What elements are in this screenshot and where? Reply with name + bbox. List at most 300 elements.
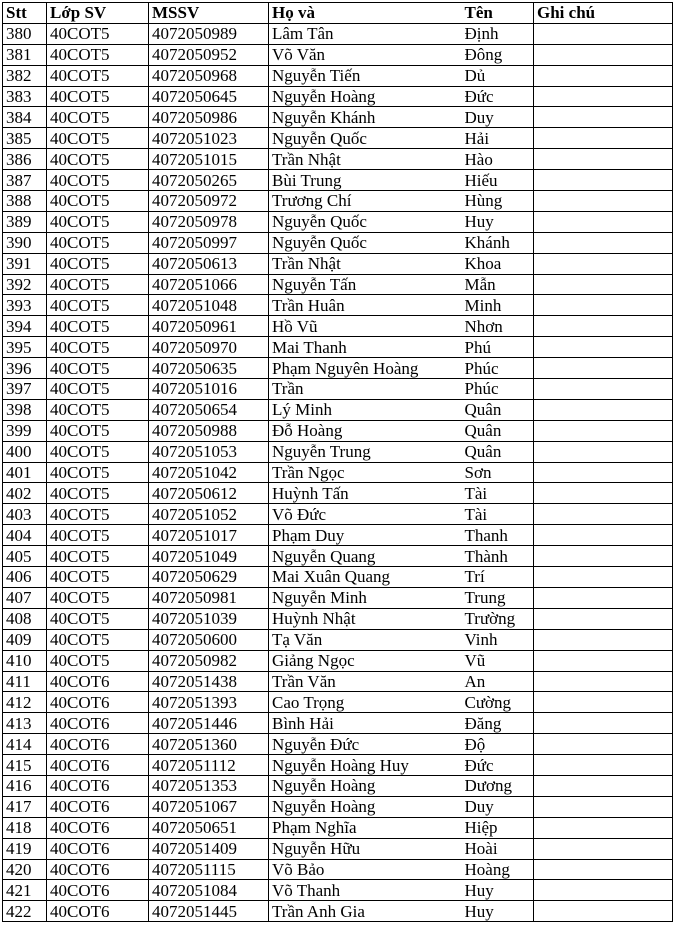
- cell-class: 40COT6: [47, 838, 149, 859]
- cell-stt: 418: [3, 817, 47, 838]
- table-row: [3, 107, 673, 128]
- cell-family-name: Nguyễn Hữu: [269, 838, 462, 859]
- cell-class: 40COT5: [47, 128, 149, 149]
- cell-class: 40COT5: [47, 170, 149, 191]
- cell-stt: 402: [3, 483, 47, 504]
- cell-family-name: Nguyễn Trung: [269, 441, 462, 462]
- cell-student-id: 4072051017: [149, 525, 269, 546]
- header-class: Lớp SV: [47, 3, 149, 24]
- cell-given-name: Phú: [462, 337, 534, 358]
- table-header: [3, 3, 673, 24]
- table-row: [3, 546, 673, 567]
- cell-given-name: Huy: [462, 880, 534, 901]
- cell-stt: 390: [3, 232, 47, 253]
- cell-family-name: Trần Nhật: [269, 149, 462, 170]
- cell-stt: 382: [3, 65, 47, 86]
- cell-class: 40COT5: [47, 441, 149, 462]
- cell-given-name: Phúc: [462, 358, 534, 379]
- cell-stt: 380: [3, 23, 47, 44]
- cell-stt: 386: [3, 149, 47, 170]
- cell-given-name: Vũ: [462, 650, 534, 671]
- cell-class: 40COT6: [47, 755, 149, 776]
- cell-class: 40COT5: [47, 191, 149, 212]
- header-stt: Stt: [3, 3, 47, 24]
- table-row: [3, 504, 673, 525]
- table-row: [3, 901, 673, 922]
- cell-given-name: Hiệp: [462, 817, 534, 838]
- cell-student-id: 4072051067: [149, 796, 269, 817]
- cell-student-id: 4072051066: [149, 274, 269, 295]
- table-row: [3, 567, 673, 588]
- cell-student-id: 4072051438: [149, 671, 269, 692]
- cell-stt: 385: [3, 128, 47, 149]
- header-notes: Ghi chú: [534, 3, 673, 24]
- cell-class: 40COT6: [47, 859, 149, 880]
- cell-family-name: Nguyễn Hoàng: [269, 775, 462, 796]
- cell-given-name: Nhơn: [462, 316, 534, 337]
- cell-class: 40COT5: [47, 483, 149, 504]
- cell-stt: 395: [3, 337, 47, 358]
- table-row: [3, 44, 673, 65]
- cell-class: 40COT5: [47, 420, 149, 441]
- cell-given-name: Định: [462, 23, 534, 44]
- cell-class: 40COT5: [47, 525, 149, 546]
- cell-notes: [534, 274, 673, 295]
- cell-stt: 414: [3, 734, 47, 755]
- cell-family-name: Nguyễn Quang: [269, 546, 462, 567]
- cell-given-name: Đông: [462, 44, 534, 65]
- table-row: [3, 399, 673, 420]
- cell-student-id: 4072050961: [149, 316, 269, 337]
- cell-class: 40COT5: [47, 86, 149, 107]
- table-row: [3, 23, 673, 44]
- cell-class: 40COT5: [47, 274, 149, 295]
- cell-student-id: 4072050612: [149, 483, 269, 504]
- cell-given-name: Vinh: [462, 629, 534, 650]
- table-row: [3, 755, 673, 776]
- cell-student-id: 4072051445: [149, 901, 269, 922]
- table-row: [3, 629, 673, 650]
- cell-class: 40COT5: [47, 44, 149, 65]
- cell-notes: [534, 713, 673, 734]
- cell-family-name: Phạm Duy: [269, 525, 462, 546]
- cell-class: 40COT5: [47, 504, 149, 525]
- cell-family-name: Nguyễn Quốc: [269, 232, 462, 253]
- cell-given-name: An: [462, 671, 534, 692]
- cell-stt: 393: [3, 295, 47, 316]
- cell-class: 40COT6: [47, 775, 149, 796]
- cell-student-id: 4072050265: [149, 170, 269, 191]
- cell-student-id: 4072050968: [149, 65, 269, 86]
- cell-stt: 422: [3, 901, 47, 922]
- table-row: [3, 587, 673, 608]
- cell-family-name: Bùi Trung: [269, 170, 462, 191]
- cell-family-name: Võ Thanh: [269, 880, 462, 901]
- cell-notes: [534, 629, 673, 650]
- cell-given-name: Minh: [462, 295, 534, 316]
- cell-notes: [534, 525, 673, 546]
- cell-family-name: Nguyễn Minh: [269, 587, 462, 608]
- cell-class: 40COT6: [47, 901, 149, 922]
- cell-class: 40COT5: [47, 316, 149, 337]
- cell-family-name: Phạm Nguyên Hoàng: [269, 358, 462, 379]
- table-row: [3, 253, 673, 274]
- cell-family-name: Nguyễn Hoàng: [269, 796, 462, 817]
- cell-stt: 387: [3, 170, 47, 191]
- cell-stt: 399: [3, 420, 47, 441]
- cell-family-name: Huỳnh Nhật: [269, 608, 462, 629]
- table-body: [3, 23, 673, 921]
- cell-family-name: Võ Đức: [269, 504, 462, 525]
- cell-family-name: Đỗ Hoàng: [269, 420, 462, 441]
- cell-notes: [534, 775, 673, 796]
- table-row: [3, 838, 673, 859]
- cell-class: 40COT5: [47, 149, 149, 170]
- table-row: [3, 462, 673, 483]
- cell-class: 40COT5: [47, 379, 149, 400]
- table-row: [3, 149, 673, 170]
- cell-notes: [534, 838, 673, 859]
- table-row: [3, 65, 673, 86]
- cell-family-name: Lâm Tân: [269, 23, 462, 44]
- cell-stt: 408: [3, 608, 47, 629]
- cell-family-name: Phạm Nghĩa: [269, 817, 462, 838]
- cell-family-name: Lý Minh: [269, 399, 462, 420]
- student-roster-table: [2, 2, 673, 922]
- cell-notes: [534, 65, 673, 86]
- cell-family-name: Trần Nhật: [269, 253, 462, 274]
- table-row: [3, 525, 673, 546]
- cell-student-id: 4072050981: [149, 587, 269, 608]
- cell-given-name: Huy: [462, 901, 534, 922]
- cell-given-name: Mẫn: [462, 274, 534, 295]
- cell-student-id: 4072051360: [149, 734, 269, 755]
- cell-student-id: 4072050997: [149, 232, 269, 253]
- cell-stt: 381: [3, 44, 47, 65]
- cell-given-name: Hoàng: [462, 859, 534, 880]
- cell-stt: 420: [3, 859, 47, 880]
- cell-notes: [534, 483, 673, 504]
- cell-stt: 396: [3, 358, 47, 379]
- cell-student-id: 4072050978: [149, 211, 269, 232]
- cell-given-name: Khánh: [462, 232, 534, 253]
- cell-stt: 411: [3, 671, 47, 692]
- cell-notes: [534, 191, 673, 212]
- cell-family-name: Võ Văn: [269, 44, 462, 65]
- cell-stt: 388: [3, 191, 47, 212]
- table-row: [3, 775, 673, 796]
- cell-notes: [534, 420, 673, 441]
- cell-notes: [534, 379, 673, 400]
- table-row: [3, 692, 673, 713]
- cell-family-name: Nguyễn Quốc: [269, 211, 462, 232]
- cell-notes: [534, 86, 673, 107]
- cell-stt: 404: [3, 525, 47, 546]
- cell-student-id: 4072050986: [149, 107, 269, 128]
- cell-given-name: Hải: [462, 128, 534, 149]
- cell-notes: [534, 546, 673, 567]
- cell-class: 40COT5: [47, 399, 149, 420]
- cell-notes: [534, 755, 673, 776]
- cell-student-id: 4072051053: [149, 441, 269, 462]
- cell-stt: 413: [3, 713, 47, 734]
- cell-stt: 401: [3, 462, 47, 483]
- table-row: [3, 420, 673, 441]
- cell-notes: [534, 587, 673, 608]
- cell-student-id: 4072050972: [149, 191, 269, 212]
- cell-student-id: 4072051042: [149, 462, 269, 483]
- cell-student-id: 4072051084: [149, 880, 269, 901]
- cell-student-id: 4072051115: [149, 859, 269, 880]
- table-row: [3, 796, 673, 817]
- cell-stt: 405: [3, 546, 47, 567]
- table-row: [3, 483, 673, 504]
- cell-notes: [534, 399, 673, 420]
- cell-family-name: Mai Thanh: [269, 337, 462, 358]
- cell-given-name: Thành: [462, 546, 534, 567]
- cell-given-name: Dủ: [462, 65, 534, 86]
- cell-notes: [534, 441, 673, 462]
- cell-given-name: Tài: [462, 483, 534, 504]
- table-row: [3, 232, 673, 253]
- cell-given-name: Cường: [462, 692, 534, 713]
- cell-given-name: Độ: [462, 734, 534, 755]
- table-row: [3, 671, 673, 692]
- cell-notes: [534, 817, 673, 838]
- cell-class: 40COT5: [47, 629, 149, 650]
- cell-stt: 416: [3, 775, 47, 796]
- cell-family-name: Trần: [269, 379, 462, 400]
- cell-class: 40COT5: [47, 211, 149, 232]
- cell-notes: [534, 107, 673, 128]
- table-row: [3, 86, 673, 107]
- cell-notes: [534, 44, 673, 65]
- header-row: [3, 3, 673, 24]
- cell-given-name: Hào: [462, 149, 534, 170]
- cell-notes: [534, 232, 673, 253]
- cell-stt: 392: [3, 274, 47, 295]
- cell-class: 40COT5: [47, 650, 149, 671]
- cell-stt: 397: [3, 379, 47, 400]
- table-row: [3, 817, 673, 838]
- cell-class: 40COT5: [47, 546, 149, 567]
- table-row: [3, 880, 673, 901]
- table-row: [3, 608, 673, 629]
- cell-student-id: 4072050952: [149, 44, 269, 65]
- header-family-name: Họ và: [269, 3, 462, 24]
- cell-class: 40COT6: [47, 734, 149, 755]
- cell-class: 40COT6: [47, 817, 149, 838]
- cell-stt: 409: [3, 629, 47, 650]
- cell-class: 40COT5: [47, 107, 149, 128]
- cell-notes: [534, 462, 673, 483]
- cell-class: 40COT5: [47, 462, 149, 483]
- cell-given-name: Thanh: [462, 525, 534, 546]
- cell-stt: 417: [3, 796, 47, 817]
- cell-class: 40COT6: [47, 880, 149, 901]
- cell-family-name: Nguyễn Đức: [269, 734, 462, 755]
- cell-family-name: Giảng Ngọc: [269, 650, 462, 671]
- cell-student-id: 4072050645: [149, 86, 269, 107]
- cell-given-name: Quân: [462, 399, 534, 420]
- cell-family-name: Trương Chí: [269, 191, 462, 212]
- cell-student-id: 4072050651: [149, 817, 269, 838]
- table-row: [3, 650, 673, 671]
- cell-student-id: 4072051049: [149, 546, 269, 567]
- cell-student-id: 4072050988: [149, 420, 269, 441]
- cell-family-name: Nguyễn Tấn: [269, 274, 462, 295]
- cell-stt: 391: [3, 253, 47, 274]
- cell-given-name: Khoa: [462, 253, 534, 274]
- table-row: [3, 274, 673, 295]
- cell-stt: 384: [3, 107, 47, 128]
- table-row: [3, 128, 673, 149]
- cell-student-id: 4072050635: [149, 358, 269, 379]
- cell-given-name: Trung: [462, 587, 534, 608]
- cell-notes: [534, 567, 673, 588]
- cell-given-name: Quân: [462, 420, 534, 441]
- cell-student-id: 4072050982: [149, 650, 269, 671]
- cell-student-id: 4072051052: [149, 504, 269, 525]
- table-row: [3, 191, 673, 212]
- table-row: [3, 358, 673, 379]
- cell-notes: [534, 671, 673, 692]
- table-row: [3, 379, 673, 400]
- cell-family-name: Tạ Văn: [269, 629, 462, 650]
- cell-family-name: Trần Huân: [269, 295, 462, 316]
- cell-stt: 410: [3, 650, 47, 671]
- cell-family-name: Trần Văn: [269, 671, 462, 692]
- cell-student-id: 4072051016: [149, 379, 269, 400]
- table-row: [3, 337, 673, 358]
- cell-student-id: 4072051015: [149, 149, 269, 170]
- cell-notes: [534, 128, 673, 149]
- cell-notes: [534, 211, 673, 232]
- cell-notes: [534, 316, 673, 337]
- cell-student-id: 4072050629: [149, 567, 269, 588]
- cell-stt: 407: [3, 587, 47, 608]
- cell-given-name: Duy: [462, 107, 534, 128]
- cell-given-name: Duy: [462, 796, 534, 817]
- cell-given-name: Hùng: [462, 191, 534, 212]
- cell-given-name: Tài: [462, 504, 534, 525]
- cell-family-name: Mai Xuân Quang: [269, 567, 462, 588]
- cell-given-name: Sơn: [462, 462, 534, 483]
- cell-class: 40COT5: [47, 232, 149, 253]
- cell-given-name: Hoài: [462, 838, 534, 859]
- cell-stt: 394: [3, 316, 47, 337]
- cell-notes: [534, 692, 673, 713]
- cell-family-name: Nguyễn Hoàng Huy: [269, 755, 462, 776]
- cell-class: 40COT6: [47, 671, 149, 692]
- cell-family-name: Trần Ngọc: [269, 462, 462, 483]
- table-row: [3, 170, 673, 191]
- cell-class: 40COT5: [47, 358, 149, 379]
- cell-class: 40COT5: [47, 337, 149, 358]
- cell-notes: [534, 295, 673, 316]
- cell-notes: [534, 358, 673, 379]
- cell-stt: 421: [3, 880, 47, 901]
- cell-stt: 419: [3, 838, 47, 859]
- cell-student-id: 4072051039: [149, 608, 269, 629]
- cell-notes: [534, 859, 673, 880]
- cell-class: 40COT5: [47, 608, 149, 629]
- cell-notes: [534, 796, 673, 817]
- cell-given-name: Phúc: [462, 379, 534, 400]
- cell-class: 40COT5: [47, 23, 149, 44]
- cell-given-name: Đăng: [462, 713, 534, 734]
- cell-stt: 400: [3, 441, 47, 462]
- cell-given-name: Đức: [462, 755, 534, 776]
- cell-class: 40COT5: [47, 295, 149, 316]
- cell-stt: 406: [3, 567, 47, 588]
- cell-family-name: Hồ Vũ: [269, 316, 462, 337]
- cell-class: 40COT6: [47, 796, 149, 817]
- cell-family-name: Huỳnh Tấn: [269, 483, 462, 504]
- cell-given-name: Quân: [462, 441, 534, 462]
- cell-student-id: 4072051409: [149, 838, 269, 859]
- table-row: [3, 441, 673, 462]
- cell-given-name: Trường: [462, 608, 534, 629]
- table-row: [3, 316, 673, 337]
- cell-student-id: 4072051048: [149, 295, 269, 316]
- header-student-id: MSSV: [149, 3, 269, 24]
- cell-stt: 415: [3, 755, 47, 776]
- cell-student-id: 4072050613: [149, 253, 269, 274]
- cell-notes: [534, 650, 673, 671]
- cell-given-name: Trí: [462, 567, 534, 588]
- header-given-name: Tên: [462, 3, 534, 24]
- cell-student-id: 4072051446: [149, 713, 269, 734]
- cell-student-id: 4072051023: [149, 128, 269, 149]
- table-row: [3, 713, 673, 734]
- cell-notes: [534, 337, 673, 358]
- cell-notes: [534, 504, 673, 525]
- table-row: [3, 295, 673, 316]
- cell-notes: [534, 253, 673, 274]
- cell-family-name: Bình Hải: [269, 713, 462, 734]
- cell-family-name: Võ Bảo: [269, 859, 462, 880]
- cell-given-name: Hiếu: [462, 170, 534, 191]
- cell-family-name: Nguyễn Tiến: [269, 65, 462, 86]
- table-row: [3, 734, 673, 755]
- table-row: [3, 211, 673, 232]
- cell-stt: 389: [3, 211, 47, 232]
- cell-notes: [534, 880, 673, 901]
- cell-stt: 398: [3, 399, 47, 420]
- cell-family-name: Nguyễn Hoàng: [269, 86, 462, 107]
- cell-student-id: 4072050600: [149, 629, 269, 650]
- table-row: [3, 859, 673, 880]
- cell-student-id: 4072051393: [149, 692, 269, 713]
- cell-student-id: 4072051353: [149, 775, 269, 796]
- cell-class: 40COT5: [47, 567, 149, 588]
- cell-class: 40COT5: [47, 65, 149, 86]
- cell-class: 40COT5: [47, 587, 149, 608]
- cell-class: 40COT6: [47, 713, 149, 734]
- cell-class: 40COT6: [47, 692, 149, 713]
- cell-given-name: Dương: [462, 775, 534, 796]
- cell-notes: [534, 170, 673, 191]
- cell-family-name: Nguyễn Quốc: [269, 128, 462, 149]
- cell-family-name: Cao Trọng: [269, 692, 462, 713]
- cell-family-name: Nguyễn Khánh: [269, 107, 462, 128]
- cell-stt: 412: [3, 692, 47, 713]
- cell-notes: [534, 608, 673, 629]
- cell-notes: [534, 901, 673, 922]
- cell-student-id: 4072050989: [149, 23, 269, 44]
- cell-given-name: Đức: [462, 86, 534, 107]
